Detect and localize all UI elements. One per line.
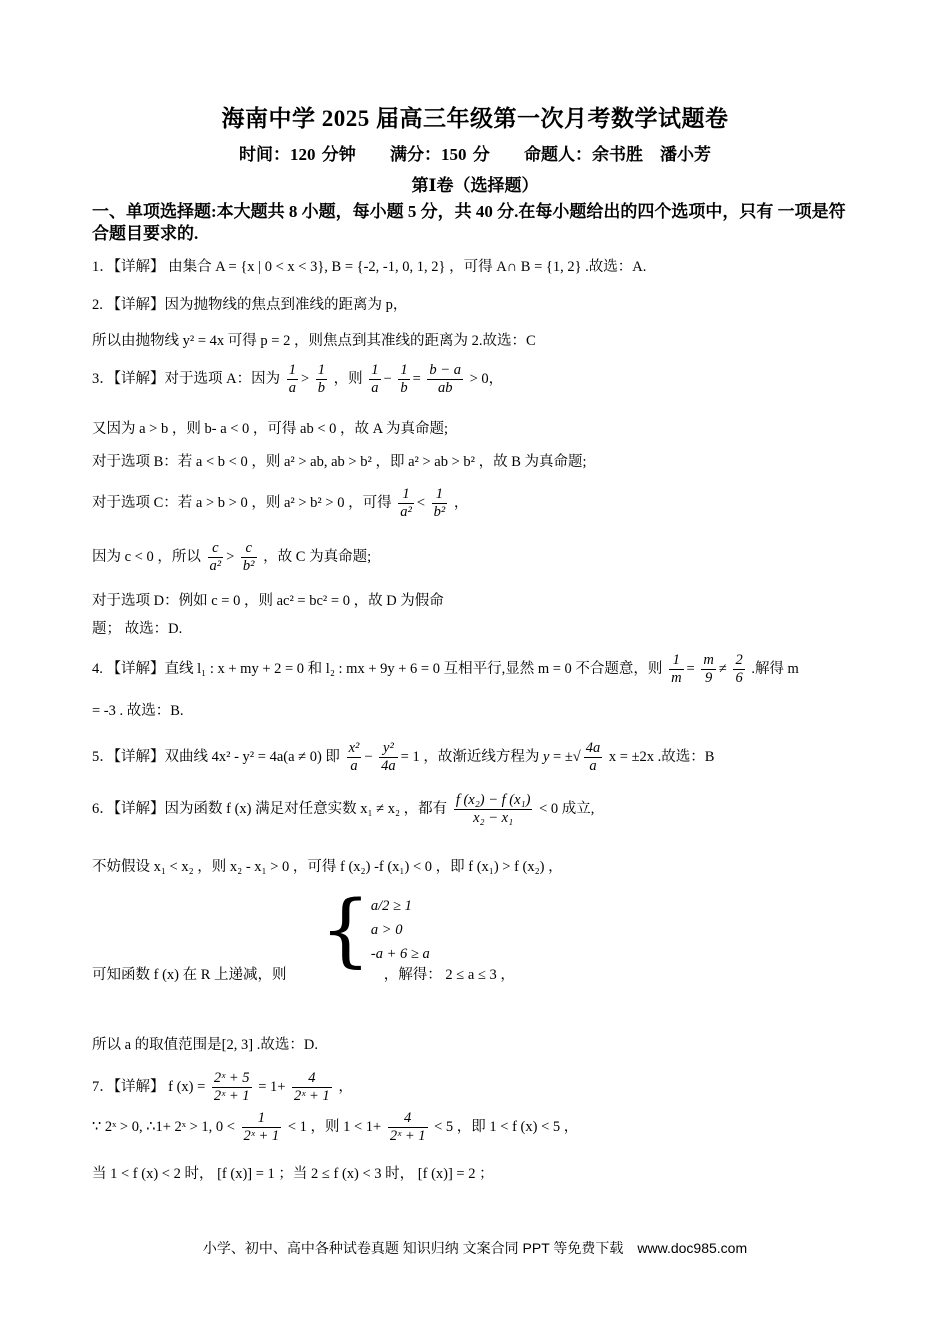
- num: m: [703, 652, 714, 668]
- page-title: 海南中学 2025 届高三年级第一次月考数学试题卷: [221, 106, 729, 131]
- answer-3-line-2: 又因为 a > b ，则 b- a < 0 ，可得 ab < 0 ，故 A 为真命题;: [92, 421, 448, 437]
- answer-3-line-3: 对于选项 B：若 a < b < 0 ，则 a² > ab, ab > b² ，即 a² > ab > b² ，故 B 为真命题;: [92, 454, 587, 470]
- num: 1: [242, 1110, 282, 1128]
- fraction: [242, 1110, 282, 1145]
- fraction: [701, 652, 715, 687]
- text: .解得 m: [751, 660, 799, 677]
- den: a: [288, 380, 296, 396]
- text: = 1+: [258, 1078, 286, 1095]
- answer-3-line-6: 对于选项 D：例如 c = 0 ，则 ac² = bc² = 0 ，故 D 为假命: [92, 593, 444, 609]
- exam-meta: [0, 140, 950, 165]
- answer-4-line-1: 4. 【详解】直线 l₁ : x + my + 2 = 0 和 l₂ : mx + 9y + 6 = 0 互相平行,显然 m = 0 不合题意，则 $\frac{1}{m}$ = $\frac{m}{9}$ ≠ $\frac{2}{6}$ .解得 m: [92, 652, 799, 686]
- section-heading: 一、单项选择题:本大题共 8 小题，每小题 5 分，共 40 分.在每小题给出的四个选项中，只有 一项是符合题目要求的.: [92, 202, 846, 243]
- answer-3-line-5: 因为 c < 0 ，所以 $\frac{c}{\text{a²}}$ > $\frac{c}{\text{b²}}$ ，故 C 为真命题;: [92, 540, 372, 574]
- system-row-2: a > 0: [370, 922, 403, 938]
- inequality-system: [320, 883, 430, 976]
- system-row-1: a/2 ≥ 1: [370, 898, 412, 914]
- footer-ad: 小学、初中、高中各种试卷真题 知识归纳 文案合同 PPT 等免费下载 www.doc985.com: [202, 1240, 748, 1256]
- text: ，解得： 2 ≤ a ≤ 3 ，: [383, 967, 515, 983]
- den: a: [350, 758, 358, 774]
- fraction: [669, 652, 683, 687]
- num: c: [241, 540, 257, 558]
- num: 2: [735, 652, 743, 668]
- fraction: [241, 540, 257, 575]
- fraction: [292, 1070, 332, 1105]
- den: b: [317, 380, 326, 396]
- exam-score: 满分：150 分: [390, 145, 490, 164]
- text: 因为 c < 0 ，所以: [92, 548, 201, 565]
- answer-7-line-1: [92, 1070, 353, 1105]
- text: 3．【详解】对于选项 A：因为: [92, 370, 281, 387]
- text: x = ±2x .故选：B: [608, 748, 715, 765]
- text: 7．【详解】 f (x) =: [92, 1078, 206, 1095]
- den: 2ˣ + 1: [243, 1128, 280, 1144]
- fraction: [212, 1070, 252, 1105]
- brace-symbol: {: [320, 883, 371, 976]
- answer-2-line-1: 2. 【详解】因为抛物线的焦点到准线的距离为 p，: [92, 297, 408, 313]
- answer-7-line-2: [92, 1110, 578, 1145]
- num: 1: [288, 362, 296, 378]
- fraction: [427, 362, 463, 397]
- den: 2ˣ + 1: [389, 1128, 426, 1144]
- text: 5．【详解】双曲线 4x² - y² = 4a(a ≠ 0) 即: [92, 748, 340, 765]
- text: 4. 【详解】直线 l₁ : x + my + 2 = 0 和 l₂ : mx + 9y + 6 = 0 互相平行,显然 m = 0 不合题意，则: [92, 660, 663, 677]
- den: b: [400, 380, 408, 396]
- text: ，: [453, 494, 469, 511]
- fraction: [369, 362, 380, 397]
- num: 4a: [585, 740, 601, 756]
- den: 2ˣ + 1: [294, 1088, 330, 1104]
- volume-title: 第Ⅰ卷（选择题）: [411, 176, 539, 195]
- num: 1: [371, 362, 379, 378]
- fraction: [432, 486, 448, 521]
- answer-1: 1．【详解】 由集合 A = {x | 0 < x < 3}, B = {-2, -1, 0, 1, 2} ，可得 A∩ B = {1, 2} .故选：A.: [92, 259, 647, 275]
- system-row-3: -a + 6 ≥ a: [370, 946, 430, 962]
- den: 9: [704, 670, 713, 686]
- fraction: [347, 740, 362, 775]
- answer-4-line-2: = -3 . 故选：B.: [92, 703, 184, 719]
- fraction: [398, 362, 409, 397]
- fraction: [208, 540, 224, 575]
- fraction: [379, 740, 398, 775]
- fraction: [733, 652, 744, 687]
- den: b²: [433, 504, 446, 520]
- fraction: [287, 362, 298, 397]
- text: ，则: [333, 370, 363, 387]
- answer-6-line-4: 所以 a 的取值范围是[2, 3] .故选：D.: [92, 1037, 318, 1053]
- text: 6．【详解】因为函数 f (x) 满足对任意实数 x₁ ≠ x₂ ，都有: [92, 800, 448, 817]
- text: < 0 成立,: [539, 800, 595, 817]
- exam-time: 时间：120 分钟: [239, 145, 356, 164]
- text: 可知函数 f (x) 在 R 上递减，则: [92, 967, 287, 983]
- den: a²: [209, 558, 222, 574]
- num: 4: [292, 1070, 332, 1088]
- den: b²: [242, 558, 255, 574]
- answer-6-line-1: [92, 792, 594, 827]
- answer-6-line-2: 不妨假设 x₁ < x₂ ，则 x₂ - x₁ > 0 ，可得 f (x₂) -f (x₁) < 0 ，即 f (x₁) > f (x₂) ，: [92, 859, 563, 875]
- den: 4a: [381, 758, 396, 774]
- den: a: [589, 758, 597, 774]
- num: 1: [400, 362, 408, 378]
- num: 1: [432, 486, 448, 504]
- answer-3-line-7: 题； 故选：D.: [92, 621, 183, 637]
- text: > 0，: [469, 370, 504, 387]
- text: ，故 C 为真命题;: [263, 548, 372, 565]
- text: 对于选项 C：若 a > b > 0 ，则 a² > b² > 0 ，可得: [92, 494, 392, 511]
- num: 2ˣ + 5: [213, 1070, 250, 1086]
- answer-3-line-4: 对于选项 C：若 a > b > 0 ，则 a² > b² > 0 ，可得 $\frac{1}{\text{a²}}$ < $\frac{1}{\text{b²}}$ ，: [92, 486, 469, 520]
- fraction: [398, 486, 414, 521]
- den: ab: [437, 380, 453, 396]
- text: ，: [338, 1078, 353, 1095]
- text: < 5 ，即 1 < f (x) < 5 ，: [434, 1118, 579, 1135]
- den: 6: [735, 670, 743, 686]
- num: 1: [317, 362, 326, 378]
- den: 2ˣ + 1: [213, 1088, 250, 1104]
- fraction: [454, 792, 533, 827]
- answer-3-line-1: 3．【详解】对于选项 A：因为 $\frac{1}{a}$ > $\frac{1}{b}$ ，则 $\frac{1}{a}$ − $\frac{1}{b}$ = $\frac{b - a}{ab}$ > 0，: [92, 362, 504, 396]
- num: 1: [398, 486, 414, 504]
- num: c: [208, 540, 224, 558]
- exam-authors: 命题人：余书胜 潘小芳: [524, 145, 711, 164]
- text: ∵ 2ˣ > 0, ∴1+ 2ˣ > 1, 0 <: [92, 1118, 235, 1135]
- den: x₂ − x₁: [473, 810, 514, 826]
- answer-5: 5．【详解】双曲线 4x² - y² = 4a(a ≠ 0) 即 $\frac{\text{x²}}{a}$ − $\frac{\text{y²}}{4a}$ = 1 ，故渐近线方程为 y = ±√ $\frac{4a}{a}$ x = ±2x .故选：B: [92, 740, 715, 774]
- text: ，故渐近线方程为: [423, 748, 540, 765]
- num: 1: [669, 652, 683, 670]
- den: a: [371, 380, 379, 396]
- num: 4: [388, 1110, 428, 1128]
- answer-6-line-3: [92, 966, 515, 984]
- text: < 1 ，则 1 < 1+: [287, 1118, 382, 1135]
- fraction: [584, 740, 603, 775]
- answer-7-line-3: 当 1 < f (x) < 2 时， [f (x)] = 1 ；当 2 ≤ f (x) < 3 时， [f (x)] = 2 ；: [92, 1166, 494, 1182]
- den: a²: [400, 504, 412, 520]
- num: f (x₂) − f (x₁): [455, 792, 531, 808]
- den: m: [671, 670, 682, 686]
- fraction: [316, 362, 327, 397]
- fraction: [388, 1110, 428, 1145]
- num: b − a: [429, 362, 461, 378]
- num: x²: [348, 740, 360, 756]
- answer-2-line-2: 所以由抛物线 y² = 4x 可得 p = 2 ，则焦点到其准线的距离为 2.故选：C: [92, 333, 536, 349]
- num: y²: [379, 740, 398, 758]
